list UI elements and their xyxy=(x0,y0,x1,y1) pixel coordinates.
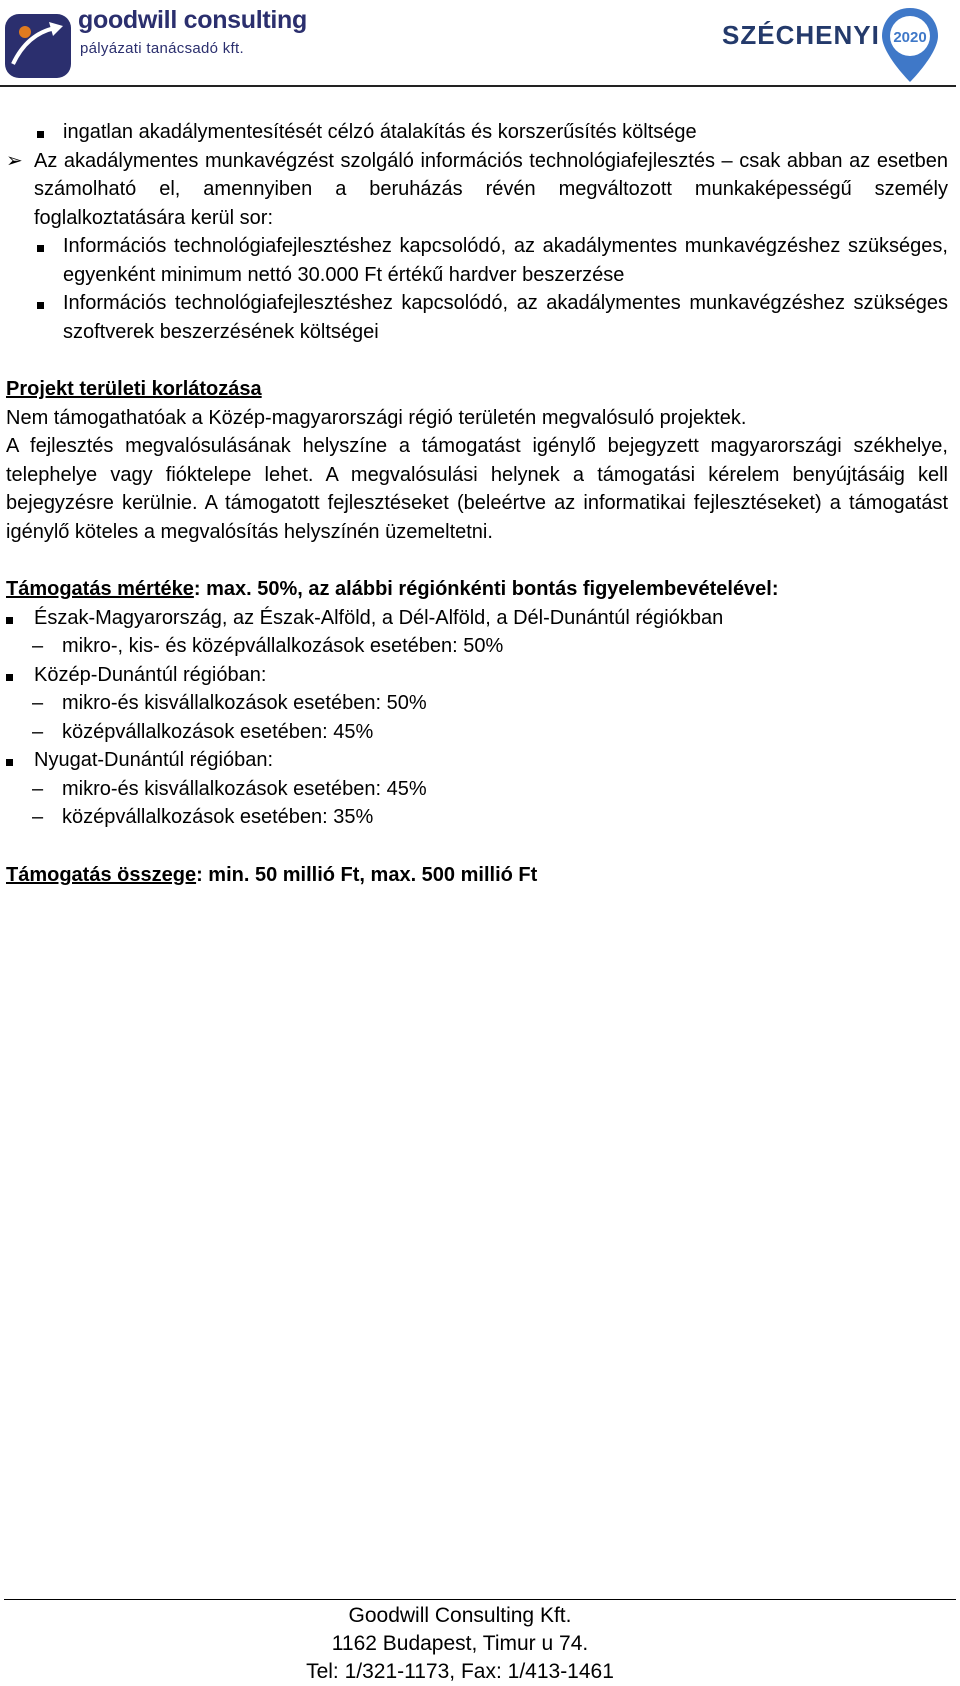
support-amount-label: Támogatás összege xyxy=(6,863,197,886)
page-header xyxy=(0,0,960,86)
list-item-text: Információs technológiafejlesztéshez kapcsolódó, az akadálymentes munkavégzéshez szükséges, egyenként minimum nettó 30.000 Ft értékű hardver beszerzése xyxy=(63,235,948,286)
list-item-text: Információs technológiafejlesztéshez kapcsolódó, az akadálymentes munkavégzéshez szükséges szoftverek beszerzésének költségei xyxy=(63,292,948,343)
goodwill-logo-icon xyxy=(5,14,71,78)
region-name: Nyugat-Dunántúl régióban: xyxy=(34,749,274,771)
rate-item xyxy=(6,689,948,718)
logo-subtitle: pályázati tanácsadó kft. xyxy=(80,40,244,57)
territory-heading: Projekt területi korlátozása xyxy=(6,378,262,400)
list-item xyxy=(6,289,948,346)
header-divider xyxy=(0,85,956,87)
square-bullet-icon xyxy=(6,661,13,690)
arrow-bullet-icon: ➢ xyxy=(6,149,23,172)
footer-divider xyxy=(4,1599,956,1600)
rate-text: mikro-, kis- és középvállalkozások esetében: 50% xyxy=(62,635,504,657)
paragraph: Nem támogathatóak a Közép-magyarországi régió területén megvalósuló projektek. xyxy=(6,406,747,429)
region-item xyxy=(6,604,948,633)
region-item xyxy=(6,661,948,690)
rate-item xyxy=(6,775,948,804)
paragraph: A fejlesztés megvalósulásának helyszíne a támogatást igénylő bejegyzett magyarországi székhelye, telephelye vagy fióktelepe lehet. A megvalósulási helynek a támogatási kérelem benyújtásáig kell bejegyzésre kerülnie. A támogatott fejlesztéseket (beleértve az informatikai fejlesztéseket) a támogatást igénylő köteles a megvalósítás helyszínén üzemeltetni. xyxy=(6,435,948,543)
support-rate-label: Támogatás mértéke xyxy=(6,578,194,600)
region-name: Közép-Dunántúl régióban: xyxy=(34,663,267,686)
document-body xyxy=(6,118,948,889)
logo-name: goodwill consulting xyxy=(78,6,307,34)
square-bullet-icon xyxy=(37,118,44,147)
rate-item xyxy=(6,632,948,661)
region-item xyxy=(6,746,948,775)
footer-company: Goodwill Consulting Kft. xyxy=(348,1604,572,1627)
rate-item xyxy=(6,718,948,747)
region-name: Észak-Magyarország, az Észak-Alföld, a Dél-Alföld, a Dél-Dunántúl régiókban xyxy=(34,606,724,629)
list-item xyxy=(6,232,948,289)
square-bullet-icon xyxy=(37,289,44,318)
list-item xyxy=(6,118,948,147)
list-item-arrow xyxy=(6,147,948,233)
szechenyi-pin-icon xyxy=(880,6,940,84)
support-rate-heading xyxy=(6,575,948,604)
dash-bullet-icon: – xyxy=(32,806,44,828)
square-bullet-icon xyxy=(6,604,13,633)
support-amount-heading xyxy=(6,861,948,890)
support-amount-value: : min. 50 millió Ft, max. 500 millió Ft xyxy=(196,863,538,886)
rate-text: mikro-és kisvállalkozások esetében: 50% xyxy=(62,692,427,714)
dash-bullet-icon: – xyxy=(32,692,44,714)
square-bullet-icon xyxy=(37,232,44,261)
page-footer xyxy=(0,1602,920,1686)
rate-text: középvállalkozások esetében: 45% xyxy=(62,720,374,743)
rate-text: középvállalkozások esetében: 35% xyxy=(62,806,374,828)
rate-item xyxy=(6,803,948,832)
support-rate-value: : max. 50%, az alábbi régiónkénti bontás figyelembevételével: xyxy=(193,578,779,600)
list-item-text: Az akadálymentes munkavégzést szolgáló információs technológiafejlesztés – csak abban az esetben számolható el, amennyiben a beruházás révén megváltozott munkaképességű személy foglalkoztatására kerül sor: xyxy=(34,149,948,229)
partner-logo-name: SZÉCHENYI xyxy=(722,20,880,50)
dash-bullet-icon: – xyxy=(32,720,44,743)
partner-year: 2020 xyxy=(893,29,927,46)
footer-address: 1162 Budapest, Timur u 74. xyxy=(331,1632,589,1655)
dash-bullet-icon: – xyxy=(32,635,44,657)
footer-contact: Tel: 1/321-1173, Fax: 1/413-1461 xyxy=(306,1660,614,1683)
square-bullet-icon xyxy=(6,746,13,775)
rate-text: mikro-és kisvállalkozások esetében: 45% xyxy=(62,777,427,800)
dash-bullet-icon: – xyxy=(32,777,44,800)
list-item-text: ingatlan akadálymentesítését célzó átalakítás és korszerűsítés költsége xyxy=(63,121,697,143)
